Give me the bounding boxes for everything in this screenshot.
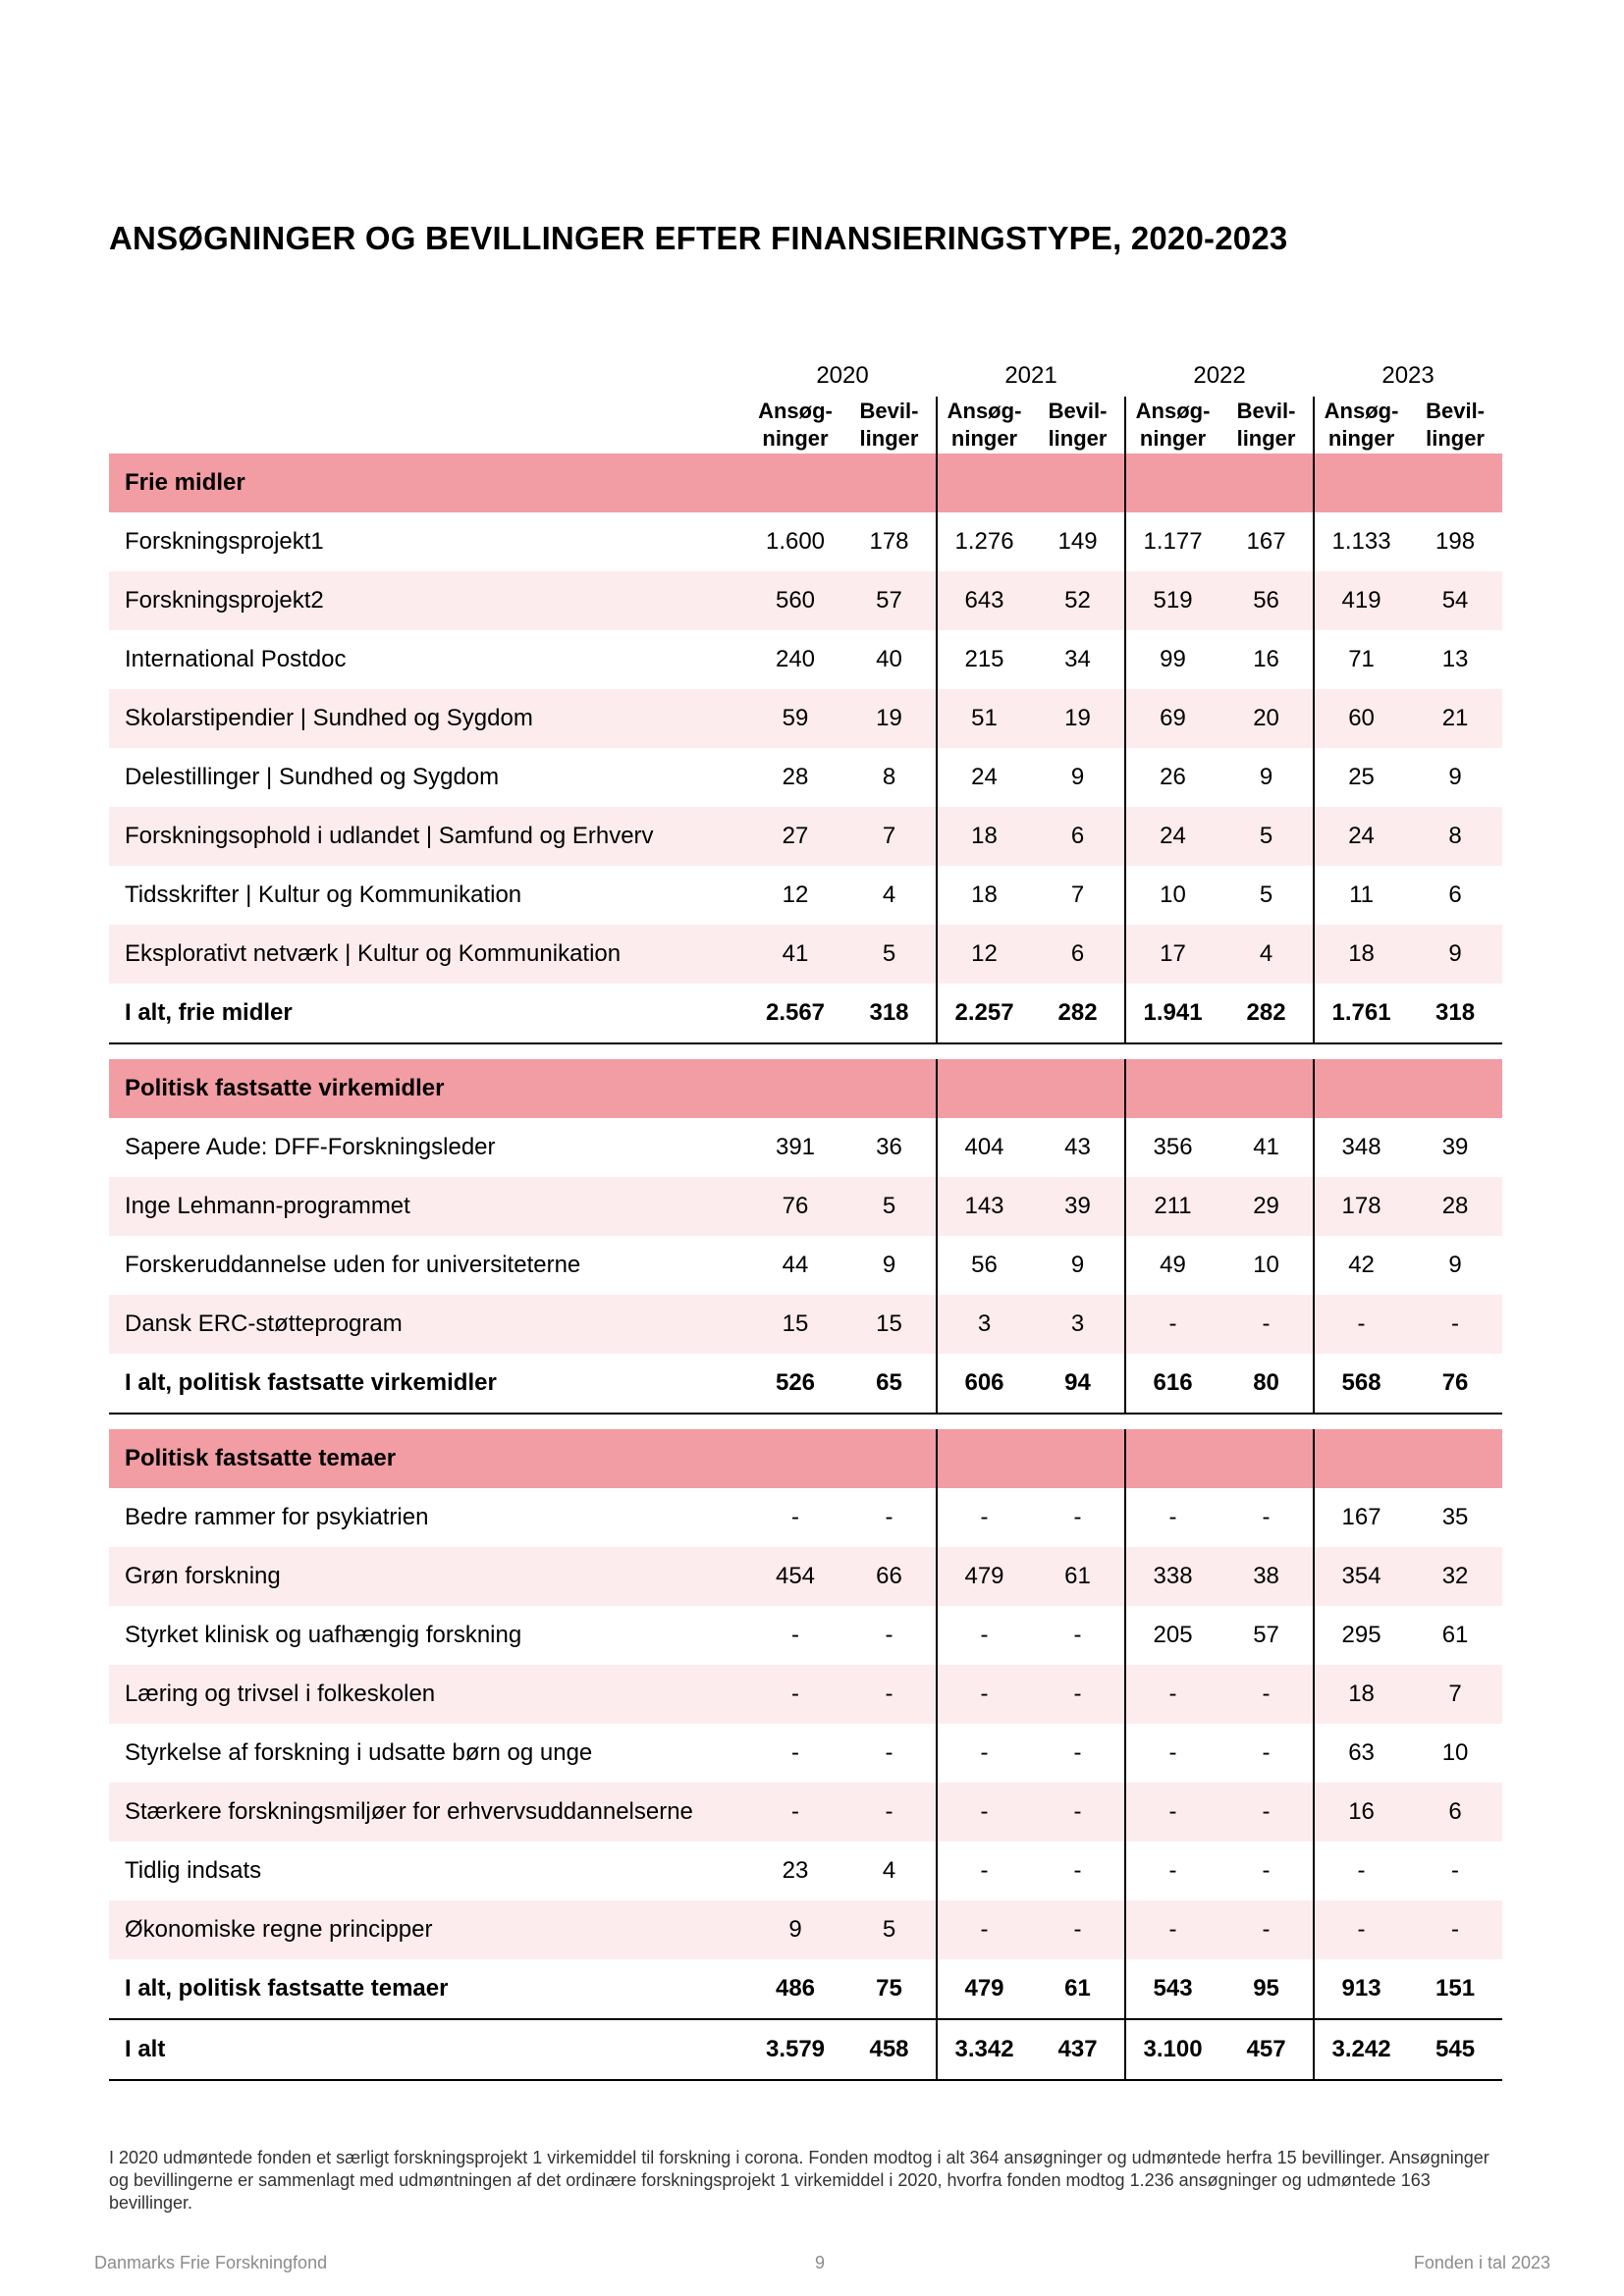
grants-cell: 5 xyxy=(842,1900,937,1959)
applications-cell: 41 xyxy=(748,925,842,984)
table-body xyxy=(109,454,1502,2080)
page-title: ANSØGNINGER OG BEVILLINGER EFTER FINANSIERINGSTYPE, 2020-2023 xyxy=(109,220,1288,256)
grants-cell: - xyxy=(885,1622,893,1648)
grants-cell: 61 xyxy=(1441,1622,1469,1648)
section-total-row xyxy=(109,1354,1502,1414)
grants-cell: 19 xyxy=(842,689,937,748)
grants-cell: 57 xyxy=(1253,1622,1279,1648)
row-label: Stærkere forskningsmiljøer for erhvervsuddannelserne xyxy=(109,1783,748,1842)
applications-cell: 404 xyxy=(937,1118,1031,1177)
grants-cell: 13 xyxy=(1441,646,1469,672)
applications-cell: 18 xyxy=(1314,1665,1408,1724)
applications-cell: 2.567 xyxy=(748,984,842,1043)
applications-cell: 60 xyxy=(1314,689,1408,748)
row-label: Forskeruddannelse uden for universiteterne xyxy=(125,1252,581,1278)
grants-cell: 5 xyxy=(1219,807,1314,866)
applications-cell: 348 xyxy=(1314,1118,1408,1177)
applications-cell: 3.579 xyxy=(748,2019,842,2080)
year-header-row xyxy=(109,355,1502,397)
applications-cell: 1.600 xyxy=(765,528,826,555)
grants-cell: 38 xyxy=(1219,1547,1314,1606)
section-title: Politisk fastsatte virkemidler xyxy=(109,1059,937,1118)
grants-cell: 19 xyxy=(1031,689,1125,748)
section-gap xyxy=(109,1414,1502,1429)
grants-cell: 10 xyxy=(1441,1739,1469,1766)
grants-cell: 545 xyxy=(1408,2019,1502,2080)
grants-cell: 7 xyxy=(1408,1665,1502,1724)
applications-cell: 479 xyxy=(937,1959,1031,2019)
applications-cell: 3 xyxy=(937,1295,1031,1354)
grants-header: Bevil- linger xyxy=(1048,399,1108,451)
applications-cell: 56 xyxy=(937,1236,1031,1295)
grants-cell: - xyxy=(1219,1665,1314,1724)
section-header-spacer xyxy=(1125,1059,1314,1118)
grants-cell: - xyxy=(1451,1857,1460,1884)
row-label: Sapere Aude: DFF-Forskningsleder xyxy=(125,1134,496,1160)
grants-cell: - xyxy=(1073,1739,1082,1766)
grants-cell: 32 xyxy=(1408,1547,1502,1606)
subheader-row xyxy=(109,397,1502,454)
grants-cell: 9 xyxy=(1448,764,1462,790)
applications-cell: 1.133 xyxy=(1314,512,1408,571)
grants-cell: 3 xyxy=(1031,1295,1125,1354)
grants-cell: 9 xyxy=(1070,764,1085,790)
table-row xyxy=(109,689,1502,748)
grand-total-label: I alt xyxy=(109,2019,748,2080)
grants-cell: - xyxy=(1408,1900,1502,1959)
applications-cell: - xyxy=(1125,1783,1219,1842)
footnote: I 2020 udmøntede fonden et særligt forskningsprojekt 1 virkemiddel til forskning i corona. Fonden modtog i alt 364 ansøgninger og udmøntede herfra 15 bevillinger. Ansøgninger og bevillingerne er sammenlagt med udmøntningen af det ordinære forskningsprojekt 1 virkemiddel i 2020, hvorfra fonden modtog 1.236 ansøgninger og udmøntede 163 bevillinger. xyxy=(109,2148,1489,2213)
row-label: Forskningsprojekt1 xyxy=(125,528,324,555)
applications-cell: - xyxy=(1314,1295,1408,1354)
grants-cell: 282 xyxy=(1219,984,1314,1043)
section-header-spacer xyxy=(937,454,1125,512)
row-label: Forskningsprojekt2 xyxy=(109,571,748,630)
grants-cell: - xyxy=(1073,1504,1082,1530)
row-label: Delestillinger | Sundhed og Sygdom xyxy=(125,764,500,790)
grants-cell: - xyxy=(1219,1900,1314,1959)
grants-cell: 151 xyxy=(1408,1959,1502,2019)
grants-cell: 9 xyxy=(882,1252,896,1278)
applications-cell: 215 xyxy=(937,630,1031,689)
grants-cell: 39 xyxy=(1031,1177,1125,1236)
section-total-row xyxy=(109,984,1502,1043)
grants-cell: 65 xyxy=(842,1354,937,1414)
row-label: Dansk ERC-støtteprogram xyxy=(109,1295,748,1354)
grants-cell: 56 xyxy=(1219,571,1314,630)
applications-cell: - xyxy=(791,1622,799,1648)
table-header xyxy=(109,355,1502,454)
applications-cell: 12 xyxy=(782,881,809,908)
grand-total-row xyxy=(109,2019,1502,2080)
grants-cell: 61 xyxy=(1031,1547,1125,1606)
applications-cell: 3.342 xyxy=(937,2019,1031,2080)
applications-cell: 44 xyxy=(782,1252,809,1278)
applications-cell: 616 xyxy=(1125,1354,1219,1414)
section-header-spacer xyxy=(1314,454,1502,512)
applications-cell: - xyxy=(748,1665,842,1724)
grants-cell: 34 xyxy=(1064,646,1091,672)
applications-cell: - xyxy=(1125,1842,1219,1900)
applications-cell: - xyxy=(791,1739,799,1766)
grants-cell: 198 xyxy=(1435,528,1476,555)
grants-cell: 9 xyxy=(1448,1252,1462,1278)
grants-cell: - xyxy=(1262,1739,1271,1766)
grants-cell: 6 xyxy=(1031,807,1125,866)
applications-cell: 419 xyxy=(1314,571,1408,630)
section-header xyxy=(109,1059,1502,1118)
grants-cell: 40 xyxy=(876,646,902,672)
applications-cell: 143 xyxy=(937,1177,1031,1236)
applications-cell: 63 xyxy=(1314,1724,1408,1783)
footer-page-number: 9 xyxy=(814,2253,825,2272)
grants-header: Bevil- linger xyxy=(1236,399,1296,451)
grants-cell: 10 xyxy=(1253,1252,1279,1278)
section-title: Frie midler xyxy=(109,454,937,512)
applications-cell: 27 xyxy=(748,807,842,866)
grants-cell: - xyxy=(1262,1504,1271,1530)
applications-cell: - xyxy=(937,1488,1031,1547)
grants-cell: 318 xyxy=(1408,984,1502,1043)
applications-cell: 18 xyxy=(937,807,1031,866)
row-label: Styrkelse af forskning i udsatte børn og unge xyxy=(125,1739,593,1766)
applications-cell: - xyxy=(937,1900,1031,1959)
section-header-spacer xyxy=(1125,1429,1314,1488)
section-header-spacer xyxy=(937,1429,1125,1488)
applications-cell: 9 xyxy=(748,1900,842,1959)
table-row xyxy=(109,807,1502,866)
applications-cell: 1.177 xyxy=(1125,512,1219,571)
applications-header: Ansøg- ninger xyxy=(1125,397,1219,454)
table-row xyxy=(109,1900,1502,1959)
applications-cell: 28 xyxy=(782,764,809,790)
applications-header: Ansøg- ninger xyxy=(758,399,833,451)
grants-cell: 4 xyxy=(882,881,896,908)
grants-cell: 57 xyxy=(842,571,937,630)
applications-cell: 1.276 xyxy=(937,512,1031,571)
applications-cell: 15 xyxy=(748,1295,842,1354)
applications-cell: 2.257 xyxy=(937,984,1031,1043)
applications-cell: - xyxy=(937,1842,1031,1900)
year-header: 2022 xyxy=(1193,362,1246,389)
table-row xyxy=(109,866,1502,925)
applications-cell: 356 xyxy=(1125,1118,1219,1177)
grants-cell: - xyxy=(1073,1857,1082,1884)
applications-cell: 42 xyxy=(1314,1236,1408,1295)
year-header: 2023 xyxy=(1381,362,1435,389)
applications-cell: 391 xyxy=(775,1134,816,1160)
grants-cell: 457 xyxy=(1219,2019,1314,2080)
grants-cell: 6 xyxy=(1031,925,1125,984)
row-label: Bedre rammer for psykiatrien xyxy=(125,1504,429,1530)
applications-cell: 59 xyxy=(748,689,842,748)
applications-cell: 99 xyxy=(1125,630,1219,689)
applications-cell: 51 xyxy=(937,689,1031,748)
applications-cell: 10 xyxy=(1125,866,1219,925)
grants-cell: 282 xyxy=(1031,984,1125,1043)
applications-cell: 454 xyxy=(748,1547,842,1606)
table-row xyxy=(109,1665,1502,1724)
applications-cell: 1.761 xyxy=(1314,984,1408,1043)
applications-cell: 26 xyxy=(1125,748,1219,807)
grants-cell: 318 xyxy=(842,984,937,1043)
table-row xyxy=(109,1547,1502,1606)
applications-cell: 913 xyxy=(1314,1959,1408,2019)
grants-cell: 61 xyxy=(1031,1959,1125,2019)
applications-cell: - xyxy=(1125,1665,1219,1724)
grants-cell: 5 xyxy=(1259,881,1273,908)
applications-cell: 205 xyxy=(1125,1606,1219,1665)
row-label: Forskningsophold i udlandet | Samfund og Erhverv xyxy=(109,807,748,866)
applications-cell: 16 xyxy=(1314,1783,1408,1842)
section-header-spacer xyxy=(937,1059,1125,1118)
grants-cell: 41 xyxy=(1253,1134,1279,1160)
section-total-row xyxy=(109,1959,1502,2019)
row-label: Tidsskrifter | Kultur og Kommunikation xyxy=(125,881,522,908)
row-label: Styrket klinisk og uafhængig forskning xyxy=(125,1622,522,1648)
grants-cell: 6 xyxy=(1408,1783,1502,1842)
grants-cell: 167 xyxy=(1246,528,1286,555)
row-label: Læring og trivsel i folkeskolen xyxy=(109,1665,748,1724)
applications-cell: 18 xyxy=(1314,925,1408,984)
grants-cell: 178 xyxy=(869,528,909,555)
grants-cell: 39 xyxy=(1441,1134,1469,1160)
applications-cell: 18 xyxy=(937,866,1031,925)
applications-cell: - xyxy=(1314,1842,1408,1900)
table-row xyxy=(109,630,1502,689)
grants-cell: 458 xyxy=(842,2019,937,2080)
applications-cell: 17 xyxy=(1125,925,1219,984)
applications-cell: - xyxy=(937,1606,1031,1665)
applications-cell: 354 xyxy=(1314,1547,1408,1606)
financing-table xyxy=(109,355,1502,2081)
applications-cell: - xyxy=(1125,1900,1219,1959)
grants-cell: 75 xyxy=(842,1959,937,2019)
section-gap xyxy=(109,1043,1502,1059)
table-row xyxy=(109,1488,1502,1547)
total-label: I alt, politisk fastsatte virkemidler xyxy=(109,1354,748,1414)
applications-cell: 526 xyxy=(748,1354,842,1414)
applications-cell: 486 xyxy=(748,1959,842,2019)
grants-cell: - xyxy=(1262,1857,1271,1884)
grants-cell: - xyxy=(1219,1783,1314,1842)
grants-cell: - xyxy=(1031,1900,1125,1959)
grants-cell: - xyxy=(842,1783,937,1842)
applications-cell: 24 xyxy=(1125,807,1219,866)
applications-cell: 69 xyxy=(1125,689,1219,748)
grants-cell: - xyxy=(1031,1665,1125,1724)
applications-cell: 24 xyxy=(1314,807,1408,866)
row-label: Økonomiske regne principper xyxy=(109,1900,748,1959)
section-header xyxy=(109,1429,1502,1488)
applications-cell: 568 xyxy=(1314,1354,1408,1414)
table-row xyxy=(109,925,1502,984)
section-header-spacer xyxy=(1314,1429,1502,1488)
applications-cell: 543 xyxy=(1125,1959,1219,2019)
grants-cell: 437 xyxy=(1031,2019,1125,2080)
applications-cell: 479 xyxy=(937,1547,1031,1606)
applications-cell: 71 xyxy=(1314,630,1408,689)
applications-cell: 23 xyxy=(782,1857,809,1884)
grants-cell: 54 xyxy=(1408,571,1502,630)
total-label: I alt, frie midler xyxy=(109,984,748,1043)
grants-cell: 4 xyxy=(882,1857,896,1884)
applications-cell: - xyxy=(937,1665,1031,1724)
grants-cell: 16 xyxy=(1253,646,1279,672)
table-row xyxy=(109,1842,1502,1900)
grants-cell: 35 xyxy=(1441,1504,1469,1530)
applications-cell: 240 xyxy=(775,646,816,672)
applications-cell: 295 xyxy=(1314,1606,1408,1665)
applications-cell: - xyxy=(1314,1900,1408,1959)
grants-header: Bevil- linger xyxy=(1426,399,1486,451)
grants-cell: - xyxy=(885,1739,893,1766)
applications-cell: 519 xyxy=(1125,571,1219,630)
row-label: Eksplorativt netværk | Kultur og Kommunikation xyxy=(109,925,748,984)
grants-cell: 15 xyxy=(842,1295,937,1354)
table-row xyxy=(109,1295,1502,1354)
grants-cell: 95 xyxy=(1219,1959,1314,2019)
applications-cell: 49 xyxy=(1125,1236,1219,1295)
year-header: 2021 xyxy=(1004,362,1057,389)
grants-cell: 76 xyxy=(1408,1354,1502,1414)
applications-cell: 76 xyxy=(748,1177,842,1236)
grants-cell: - xyxy=(842,1665,937,1724)
applications-cell: - xyxy=(1125,1724,1219,1783)
table-row xyxy=(109,1724,1502,1783)
grants-cell: 28 xyxy=(1408,1177,1502,1236)
grants-cell: 36 xyxy=(876,1134,902,1160)
row-label: Skolarstipendier | Sundhed og Sygdom xyxy=(109,689,748,748)
applications-cell: 3.100 xyxy=(1125,2019,1219,2080)
section-title: Politisk fastsatte temaer xyxy=(109,1429,937,1488)
applications-cell: 12 xyxy=(937,925,1031,984)
grants-cell: - xyxy=(1219,1295,1314,1354)
applications-cell: 178 xyxy=(1314,1177,1408,1236)
row-label: International Postdoc xyxy=(125,646,347,672)
footer-publisher: Danmarks Frie Forskningfond xyxy=(94,2253,328,2272)
grants-cell: 6 xyxy=(1448,881,1462,908)
section-header-spacer xyxy=(1125,454,1314,512)
applications-cell: 24 xyxy=(937,748,1031,807)
applications-cell: 606 xyxy=(937,1354,1031,1414)
table-row xyxy=(109,1177,1502,1236)
applications-cell: - xyxy=(748,1783,842,1842)
grants-cell: 80 xyxy=(1219,1354,1314,1414)
table-row xyxy=(109,1236,1502,1295)
grants-cell: - xyxy=(885,1504,893,1530)
year-header: 2020 xyxy=(816,362,869,389)
row-label: Inge Lehmann-programmet xyxy=(109,1177,748,1236)
table-row xyxy=(109,1606,1502,1665)
grants-cell: 52 xyxy=(1031,571,1125,630)
section-header-spacer xyxy=(1314,1059,1502,1118)
grants-header: Bevil- linger xyxy=(859,399,919,451)
table-row xyxy=(109,1783,1502,1842)
grants-cell: 66 xyxy=(842,1547,937,1606)
table-row xyxy=(109,512,1502,571)
table-row xyxy=(109,748,1502,807)
grants-cell: 9 xyxy=(1070,1252,1085,1278)
applications-cell: 643 xyxy=(937,571,1031,630)
applications-cell: - xyxy=(937,1724,1031,1783)
footer-publication: Fonden i tal 2023 xyxy=(1413,2253,1550,2272)
grants-cell: 7 xyxy=(1070,881,1085,908)
applications-cell: 167 xyxy=(1314,1488,1408,1547)
applications-cell: - xyxy=(1125,1295,1219,1354)
row-label: Grøn forskning xyxy=(109,1547,748,1606)
grants-cell: 21 xyxy=(1408,689,1502,748)
applications-cell: 25 xyxy=(1314,748,1408,807)
grants-cell: 9 xyxy=(1408,925,1502,984)
grants-cell: 29 xyxy=(1219,1177,1314,1236)
total-label: I alt, politisk fastsatte temaer xyxy=(109,1959,748,2019)
grants-cell: 5 xyxy=(842,1177,937,1236)
grants-cell: 9 xyxy=(1259,764,1273,790)
row-label: Tidlig indsats xyxy=(125,1857,262,1884)
grants-cell: 8 xyxy=(882,764,896,790)
applications-cell: 560 xyxy=(748,571,842,630)
table-row xyxy=(109,1118,1502,1177)
grants-cell: 4 xyxy=(1219,925,1314,984)
grants-cell: - xyxy=(1073,1622,1082,1648)
applications-cell: 3.242 xyxy=(1314,2019,1408,2080)
grants-cell: 43 xyxy=(1064,1134,1091,1160)
applications-cell: 11 xyxy=(1314,866,1408,925)
applications-cell: - xyxy=(1125,1488,1219,1547)
grants-cell: - xyxy=(1031,1783,1125,1842)
grants-cell: 7 xyxy=(842,807,937,866)
applications-cell: 211 xyxy=(1125,1177,1219,1236)
applications-cell: - xyxy=(937,1783,1031,1842)
grants-cell: 5 xyxy=(842,925,937,984)
grants-cell: 8 xyxy=(1408,807,1502,866)
grants-cell: - xyxy=(1408,1295,1502,1354)
applications-cell: - xyxy=(791,1504,799,1530)
table-row xyxy=(109,571,1502,630)
section-header xyxy=(109,454,1502,512)
applications-header: Ansøg- ninger xyxy=(937,397,1031,454)
applications-cell: 338 xyxy=(1125,1547,1219,1606)
grants-cell: 94 xyxy=(1031,1354,1125,1414)
grants-cell: 20 xyxy=(1219,689,1314,748)
applications-cell: 1.941 xyxy=(1125,984,1219,1043)
applications-header: Ansøg- ninger xyxy=(1314,397,1408,454)
grants-cell: 149 xyxy=(1057,528,1098,555)
